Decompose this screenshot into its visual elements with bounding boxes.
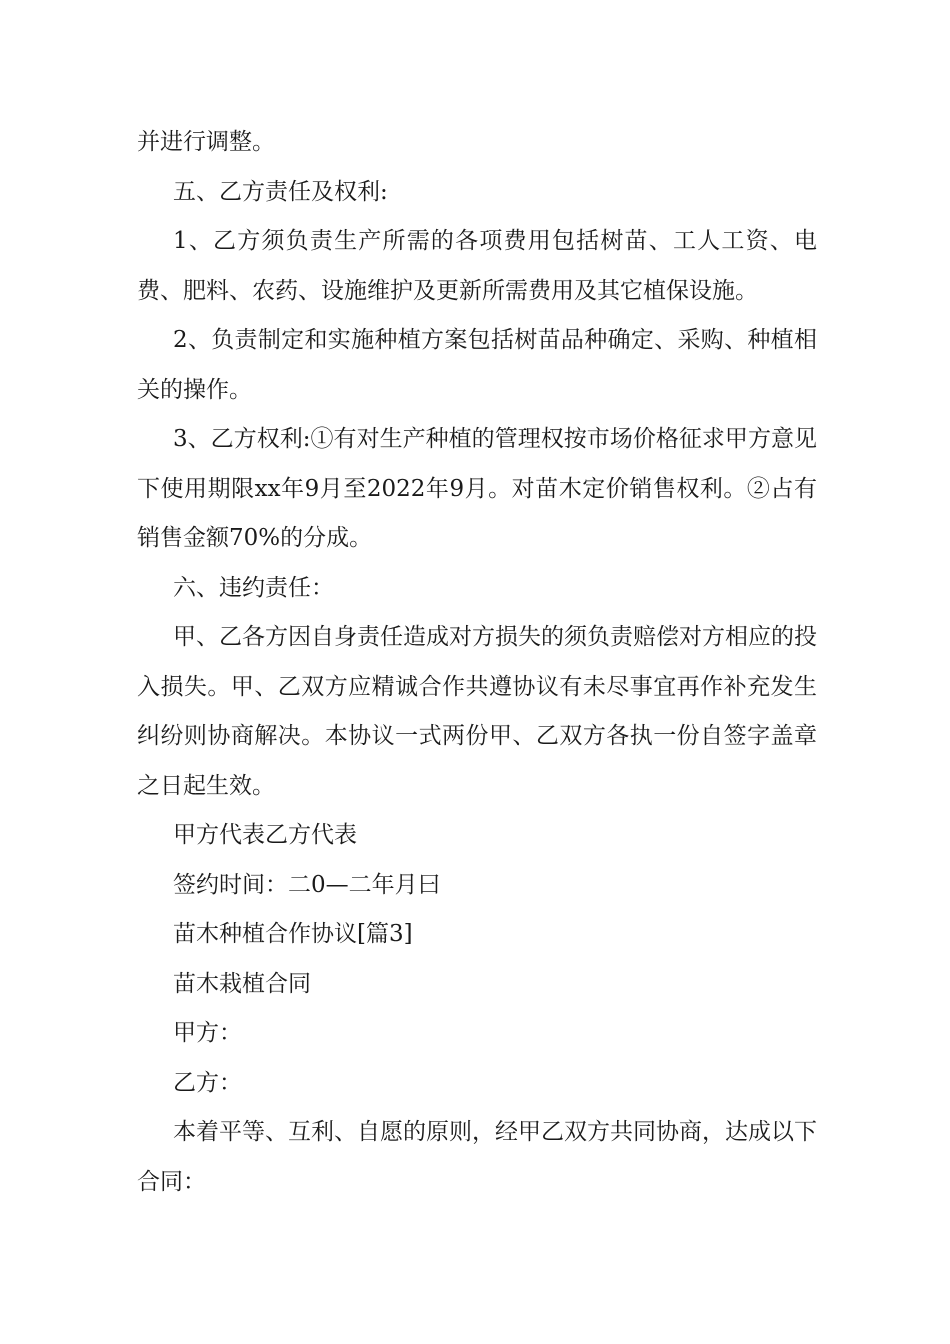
preamble-paragraph: 本着平等、互利、自愿的原则，经甲乙双方共同协商，达成以下合同： <box>137 1119 817 1195</box>
clause-six-body: 甲、乙各方因自身责任造成对方损失的须负责赔偿对方相应的投入损失。甲、乙双方应精诚合作共遵协议有未尽事宜再作补充发生纠纷则协商解决。本协议一式两份甲、乙双方各执一份自签字盖章之日起生效。 <box>137 624 817 799</box>
representatives-line: 甲方代表乙方代表 <box>173 822 357 848</box>
clause-five-2: 2、负责制定和实施种植方案包括树苗品种确定、采购、种植相关的操作。 <box>137 327 817 403</box>
heading-section-six: 六、违约责任： <box>173 574 334 601</box>
contract-title: 苗木栽植合同 <box>173 970 311 997</box>
heading-section-five: 五、乙方责任及权利: <box>173 178 388 205</box>
clause-five-1: 1、乙方须负责生产所需的各项费用包括树苗、工人工资、电费、肥料、农药、设施维护及更新所需费用及其它植保设施。 <box>137 228 817 304</box>
clause-five-3: 3、乙方权利:①有对生产种植的管理权按市场价格征求甲方意见下使用期限xx年9月至2022年9月。对苗木定价销售权利。②占有销售金额70%的分成。 <box>137 426 817 551</box>
signing-date-line: 签约时间：二0—二年月曰 <box>173 871 441 898</box>
party-a-line: 甲方： <box>173 1020 242 1046</box>
paragraph-adjustment: 并进行调整。 <box>137 129 275 155</box>
agreement-title-part3: 苗木种植合作协议[篇3] <box>173 921 413 947</box>
document-body <box>137 118 817 1207</box>
party-b-line: 乙方： <box>173 1069 242 1096</box>
